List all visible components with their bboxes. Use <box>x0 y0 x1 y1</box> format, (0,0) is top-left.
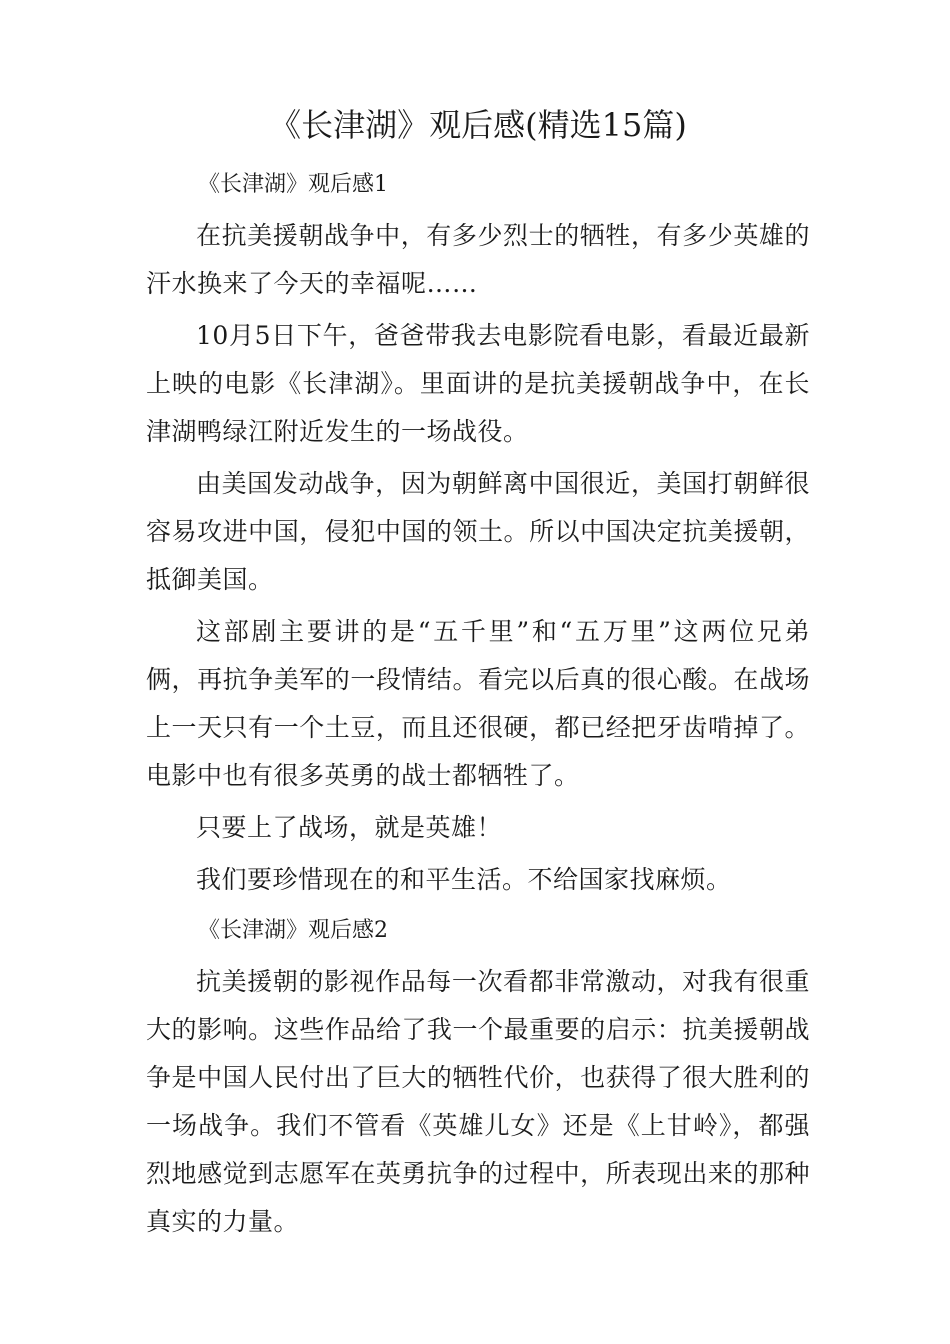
paragraph: 由美国发动战争，因为朝鲜离中国很近，美国打朝鲜很容易攻进中国，侵犯中国的领土。所以中国决定抗美援朝，抵御美国。 <box>146 469 810 594</box>
paragraph: 我们要珍惜现在的和平生活。不给国家找麻烦。 <box>196 865 732 894</box>
section-heading: 《长津湖》观后感1 <box>198 172 388 197</box>
document-page <box>146 100 810 1250</box>
section-1 <box>146 162 810 904</box>
section-heading: 《长津湖》观后感2 <box>198 918 388 943</box>
paragraph: 10月5日下午，爸爸带我去电影院看电影，看最近最新上映的电影《长津湖》。里面讲的是抗美援朝战争中，在长津湖鸭绿江附近发生的一场战役。 <box>146 321 810 446</box>
document-title: 《长津湖》观后感(精选15篇) <box>269 106 687 144</box>
paragraph: 抗美援朝的影视作品每一次看都非常激动，对我有很重大的影响。这些作品给了我一个最重要的启示：抗美援朝战争是中国人民付出了巨大的牺牲代价，也获得了很大胜利的一场战争。我们不管看《英雄儿女》还是《上甘岭》，都强烈地感觉到志愿军在英勇抗争的过程中，所表现出来的那种真实的力量。 <box>146 967 810 1236</box>
paragraph: 在抗美援朝战争中，有多少烈士的牺牲，有多少英雄的汗水换来了今天的幸福呢…… <box>146 221 810 298</box>
paragraph: 这部剧主要讲的是“五千里”和“五万里”这两位兄弟俩，再抗争美军的一段情结。看完以后真的很心酸。在战场上一天只有一个土豆，而且还很硬，都已经把牙齿啃掉了。电影中也有很多英勇的战士都牺牲了。 <box>146 617 810 790</box>
section-2 <box>146 908 810 1246</box>
paragraph: 只要上了战场，就是英雄！ <box>196 813 503 842</box>
